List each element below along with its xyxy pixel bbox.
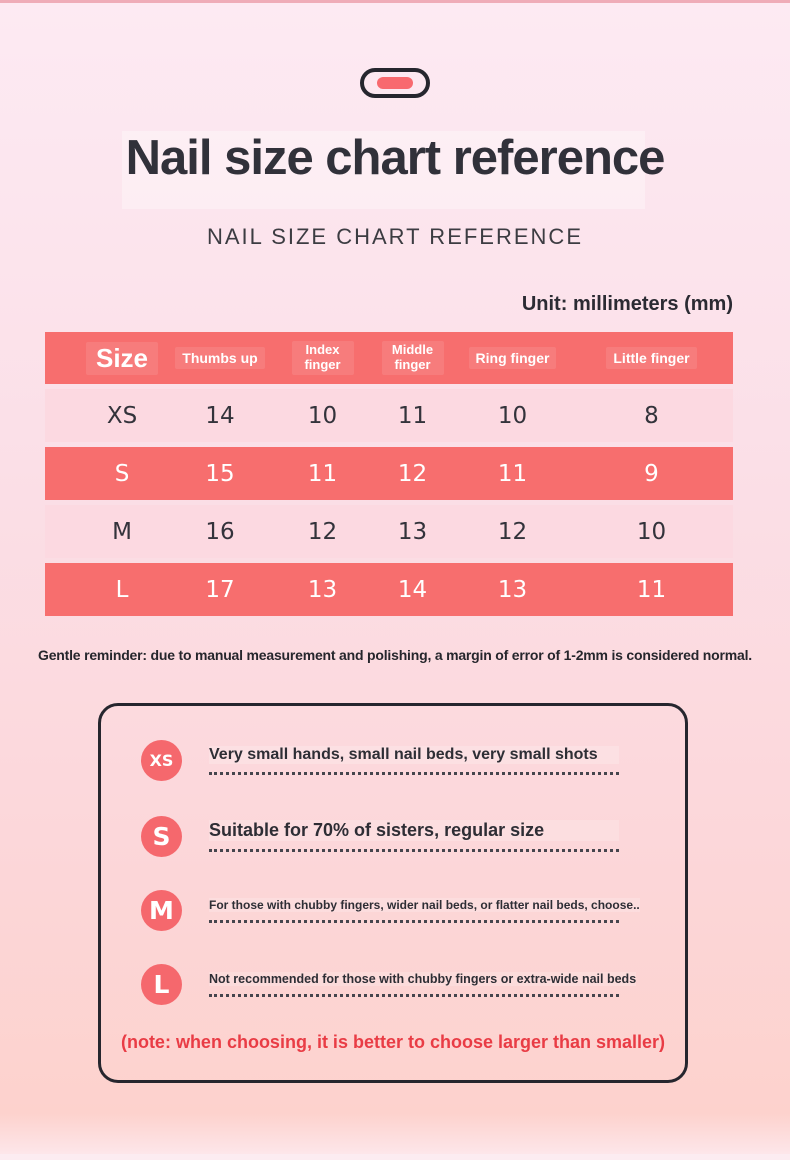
row-size-label: L bbox=[115, 576, 129, 603]
size-guide-item-s bbox=[101, 813, 619, 859]
pill-capsule-icon-fill bbox=[377, 77, 413, 89]
header-label: Little finger bbox=[606, 347, 696, 369]
pill-capsule-icon bbox=[360, 68, 430, 98]
row-size-label: S bbox=[114, 460, 130, 487]
measurement-value: 11 bbox=[497, 460, 528, 487]
table-row-xs bbox=[45, 389, 733, 442]
size-badge-m: M bbox=[141, 890, 182, 931]
measurement-value: 12 bbox=[497, 518, 528, 545]
size-guide-description: Very small hands, small nail beds, very small shots bbox=[209, 746, 619, 764]
header-label: Ring finger bbox=[469, 347, 557, 369]
table-row-m bbox=[45, 505, 733, 558]
size-guide-description: Suitable for 70% of sisters, regular size bbox=[209, 820, 619, 841]
size-guide-content bbox=[209, 820, 619, 852]
header-cell-thumb bbox=[165, 347, 275, 369]
header-label: Index finger bbox=[292, 341, 354, 374]
measurement-value: 12 bbox=[307, 518, 338, 545]
size-guide-item-m bbox=[101, 887, 640, 933]
measurement-value: 8 bbox=[644, 402, 659, 429]
measurement-value: 17 bbox=[205, 576, 235, 603]
measurement-value: 13 bbox=[497, 576, 528, 603]
header-cell-middle-finger bbox=[370, 341, 455, 374]
header-cell-ring-finger bbox=[455, 347, 570, 369]
size-badge-s: S bbox=[141, 816, 182, 857]
measurement-value: 12 bbox=[397, 460, 428, 487]
size-guide-item-l bbox=[101, 961, 636, 1007]
measurement-value: 10 bbox=[636, 518, 667, 545]
dotted-divider bbox=[209, 920, 619, 923]
page-subtitle: NAIL SIZE CHART REFERENCE bbox=[207, 224, 583, 249]
top-edge-strip bbox=[0, 0, 790, 3]
bottom-edge-strip bbox=[0, 1154, 790, 1160]
header-label: Middle finger bbox=[382, 341, 444, 374]
measurement-value: 11 bbox=[307, 460, 338, 487]
header-label: Size bbox=[86, 342, 158, 375]
measurement-value: 13 bbox=[397, 518, 428, 545]
row-size-label: M bbox=[112, 518, 132, 545]
measurement-value: 13 bbox=[307, 576, 338, 603]
size-chart-table bbox=[45, 332, 733, 616]
header-cell-size bbox=[45, 342, 165, 375]
size-guide-item-xs bbox=[101, 737, 619, 783]
size-guide-description: For those with chubby fingers, wider nail beds, or flatter nail beds, choose.. bbox=[209, 897, 640, 912]
page-title: Nail size chart reference bbox=[125, 131, 665, 185]
measurement-value: 16 bbox=[205, 518, 235, 545]
size-guide-content bbox=[209, 898, 640, 923]
choosing-note: (note: when choosing, it is better to choose larger than smaller) bbox=[120, 1032, 666, 1052]
size-guide-description: Not recommended for those with chubby fingers or extra-wide nail beds bbox=[209, 971, 637, 986]
header-cell-little-finger bbox=[570, 347, 733, 369]
size-guide-content bbox=[209, 746, 619, 775]
measurement-value: 14 bbox=[397, 576, 428, 603]
dotted-divider bbox=[209, 849, 619, 852]
measurement-value: 11 bbox=[636, 576, 667, 603]
size-badge-xs: XS bbox=[141, 740, 182, 781]
measurement-value: 9 bbox=[644, 460, 659, 487]
unit-label: Unit: millimeters (mm) bbox=[521, 293, 733, 315]
size-guide-content bbox=[209, 972, 636, 997]
measurement-value: 10 bbox=[497, 402, 528, 429]
measurement-value: 15 bbox=[205, 460, 235, 487]
size-guide-box bbox=[98, 703, 688, 1083]
row-size-label: XS bbox=[106, 402, 138, 429]
table-header-row bbox=[45, 332, 733, 384]
table-row-s bbox=[45, 447, 733, 500]
measurement-value: 14 bbox=[205, 402, 235, 429]
measurement-value: 10 bbox=[307, 402, 338, 429]
header-cell-index-finger bbox=[275, 341, 370, 374]
gentle-reminder-text: Gentle reminder: due to manual measurement and polishing, a margin of error of 1-2mm is considered normal. bbox=[38, 647, 752, 663]
measurement-value: 11 bbox=[397, 402, 428, 429]
header-label: Thumbs up bbox=[175, 347, 264, 369]
dotted-divider bbox=[209, 994, 619, 997]
size-badge-l: L bbox=[141, 964, 182, 1005]
dotted-divider bbox=[209, 772, 619, 775]
table-row-l bbox=[45, 563, 733, 616]
